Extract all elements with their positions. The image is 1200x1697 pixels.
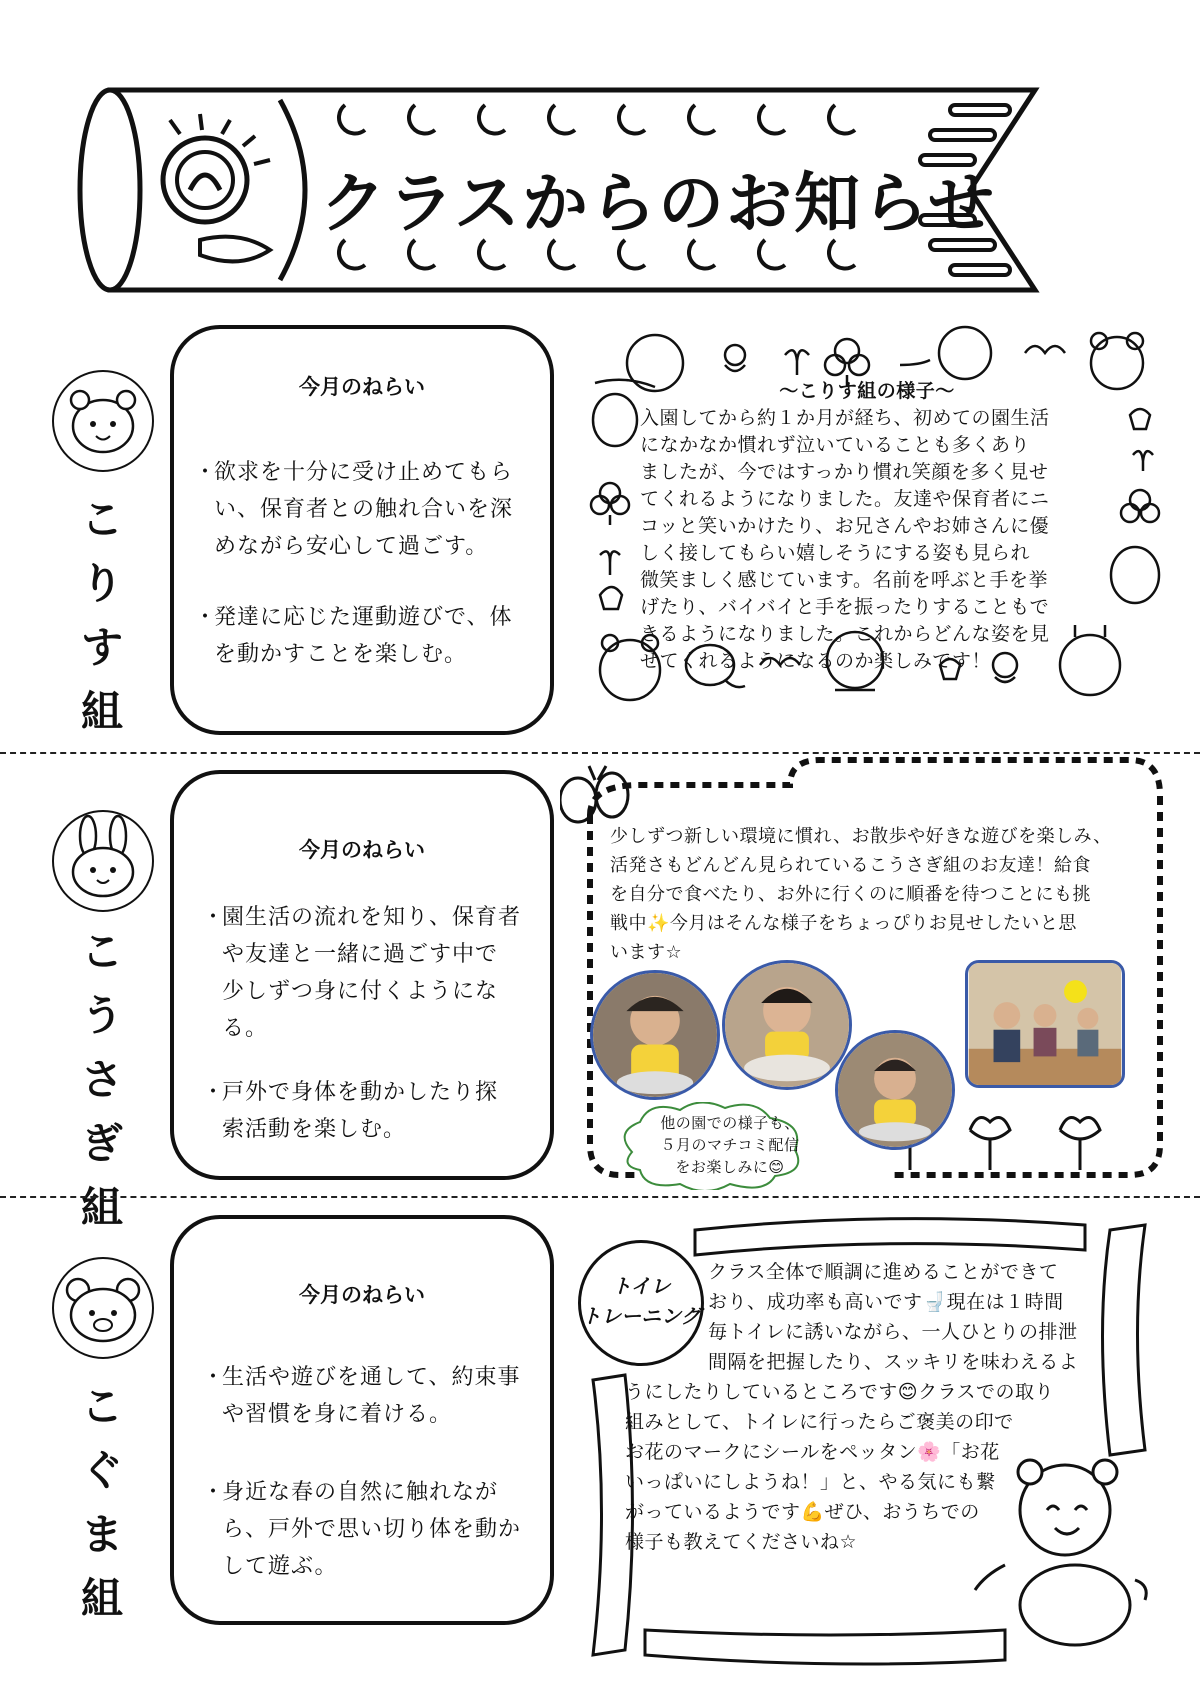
story-koguma-top: クラス全体で順調に進めることができて おり、成功率も高いです🚽現在は１時間 毎トイレに誘いながら、一人ひとりの排泄 間隔を把握したり、スッキリを味わえるよ bbox=[708, 1261, 1079, 1373]
goal-item: ・ 発達に応じた運動遊びで、体 を動かすことを楽しむ。 bbox=[194, 605, 513, 667]
class-name-koguma: こ ぐ ま 組 bbox=[80, 1382, 123, 1623]
goal-box-kousagi bbox=[170, 770, 554, 1180]
goal-item: ・ 身近な春の自然に触れなが ら、戸外で思い切り体を動か して遊ぶ。 bbox=[202, 1480, 522, 1579]
story-kousagi: 少しずつ新しい環境に慣れ、お散歩や好きな遊びを楽しみ、 活発さもどんどん見られているこうさぎ組のお友達！給食 を自分で食べたり、お外に行くのに順番を待つことにも挑 戦中✨今月はそんな様子をちょっぴりお見せしたいと思 います☆ bbox=[610, 826, 1112, 963]
page-title: クラスからのお知らせ bbox=[320, 165, 997, 242]
class-name-korisu: こ り す 組 bbox=[80, 495, 123, 736]
story-heading-korisu: ～こりす組の様子～ bbox=[779, 380, 955, 402]
goal-title: 今月のねらい bbox=[299, 375, 425, 399]
toilet-training-badge: トイレ トレーニング bbox=[578, 1240, 704, 1366]
squirrel-face-icon bbox=[50, 368, 156, 474]
class-name-kousagi: こ う さ ぎ 組 bbox=[80, 927, 123, 1232]
goal-item: ・ 生活や遊びを通して、約束事 や習慣を身に着ける。 bbox=[202, 1365, 521, 1427]
story-korisu: 入園してから約１か月が経ち、初めての園生活 になかなか慣れず泣いていることも多くあり ましたが、今ではすっかり慣れ笑顔を多く見せ てくれるようになりました。友達や保育者にニ コッと笑いかけたり、お兄さんやお姉さんに優 しく接してもらい嬉しそうにする姿も見られ 微笑ましく感じています。名前を呼ぶと手を挙 げたり、バイバイと手を振ったりすることもで きるようになりました。これからどんな姿を見 せてくれるようになるのか楽しみです！ bbox=[640, 407, 1050, 672]
goal-item: ・ 戸外で身体を動かしたり探 索活動を楽しむ。 bbox=[202, 1080, 499, 1142]
photo-child-eating-1 bbox=[590, 970, 720, 1100]
photo-child-eating-2 bbox=[722, 960, 852, 1090]
section-divider bbox=[0, 1196, 1200, 1198]
goal-title: 今月のねらい bbox=[299, 1283, 425, 1307]
goal-box-korisu bbox=[170, 325, 554, 735]
goal-item: ・ 園生活の流れを知り、保育者 や友達と一緒に過ごす中で 少しずつ身に付くようにな る。 bbox=[202, 905, 522, 1041]
bear-face-icon bbox=[50, 1255, 156, 1361]
section-divider bbox=[0, 752, 1200, 754]
goal-item: ・ 欲求を十分に受け止めてもら い、保育者との触れ合いを深 めながら安心して過ごす。 bbox=[194, 460, 514, 559]
goal-title: 今月のねらい bbox=[299, 838, 425, 862]
cloud-note: 他の園での様子も、 ５月のマチコミ配信 をお楽しみに😊 bbox=[660, 1114, 800, 1176]
goal-box-koguma bbox=[170, 1215, 554, 1625]
photo-children-group bbox=[965, 960, 1125, 1088]
photo-child-eating-3 bbox=[835, 1030, 955, 1150]
story-koguma-bottom: うにしたりしているところです😊クラスでの取り 組みとして、トイレに行ったらご褒美の印で お花のマークにシールをペッタン🌸「お花 いっぱいにしようね！」と、やる気にも繋 がっているようです💪ぜひ、おうちでの 様子も教えてくださいね☆ bbox=[625, 1381, 1055, 1553]
rabbit-face-icon bbox=[50, 808, 156, 914]
